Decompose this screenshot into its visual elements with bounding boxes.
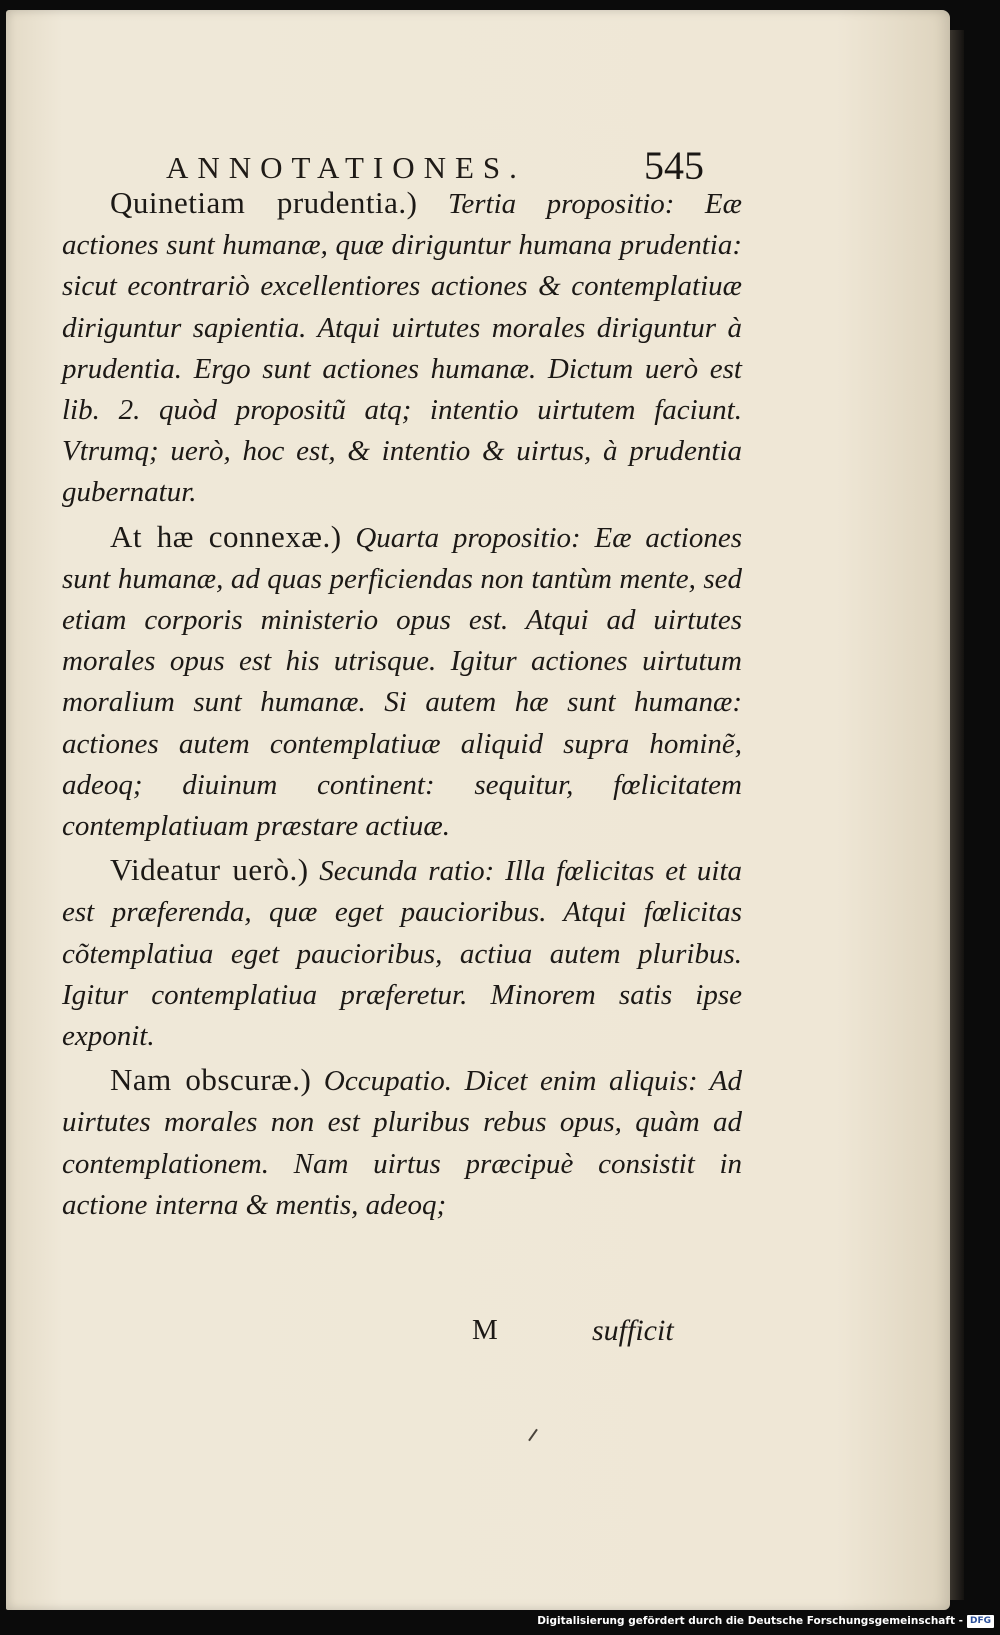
paragraph-body: Occupatio. Dicet enim aliquis: Ad uirtutes morales non est pluribus rebus opus, quàm ad contemplationem. Nam uirtus præcipuè consistit in actione interna & mentis, adeoq; [62,1065,743,1221]
paragraph-lemma: Quinetiam prudentia.) [110,185,418,220]
paragraph-lemma: Videatur uerò.) [110,852,309,888]
digitization-credit [537,1612,994,1630]
paragraph-2 [62,516,742,848]
dfg-logo-icon: DFG [967,1615,994,1628]
paragraph-body: Quarta propositio: Eæ actiones sunt humanæ, ad quas perficiendas non tantùm mente, sed etiam corporis ministerio opus est. Atqui ad uirtutes morales opus est his utrisque. Igitur actiones uirtutum moralium sunt humanæ. Si autem hæ sunt humanæ: actiones autem contemplatiuæ aliquid supra hominẽ, adeoq; diuinum continent: sequitur, fœlicitatem contemplatiuam præstare actiuæ. [62,521,742,843]
page-footer [62,1300,742,1350]
paragraph-body: Secunda ratio: Illa fœlicitas et uita est præferenda, quæ eget paucioribus. Atqui fœlicitas cõtemplatiua eget paucioribus, actiua autem pluribus. Igitur contemplatiua præferetur. Minorem satis ipse exponit. [62,855,742,1053]
page-number: 545 [644,143,704,188]
stray-ink-mark [528,1429,538,1442]
credit-text: Digitalisierung gefördert durch die Deutsche Forschungsgemeinschaft - [537,1615,963,1627]
text-block [62,182,742,1228]
catchword: sufficit [592,1314,674,1347]
signature-mark: M [472,1314,498,1346]
paragraph-1 [62,182,742,514]
paragraph-3 [62,849,742,1057]
running-head: ANNOTATIONES. [166,150,526,185]
paragraph-lemma: At hæ connexæ.) [110,518,342,554]
page-edge-shadow [950,30,964,1600]
paragraph-4 [62,1059,742,1226]
paragraph-body: Tertia propositio: Eæ actiones sunt humanæ, quæ diriguntur humana prudentia: sicut econtrariò excellentiores actiones & contemplatiuæ diriguntur sapientia. Atqui uirtutes morales diriguntur à prudentia. Ergo sunt actiones humanæ. Dictum uerò est lib. 2. quòd propositũ atq; intentio uirtutem faciunt. Vtrumq; uerò, hoc est, & intentio & uirtus, à prudentia gubernatur. [62,188,742,509]
paragraph-lemma: Nam obscuræ.) [110,1062,312,1098]
book-page [6,10,950,1610]
